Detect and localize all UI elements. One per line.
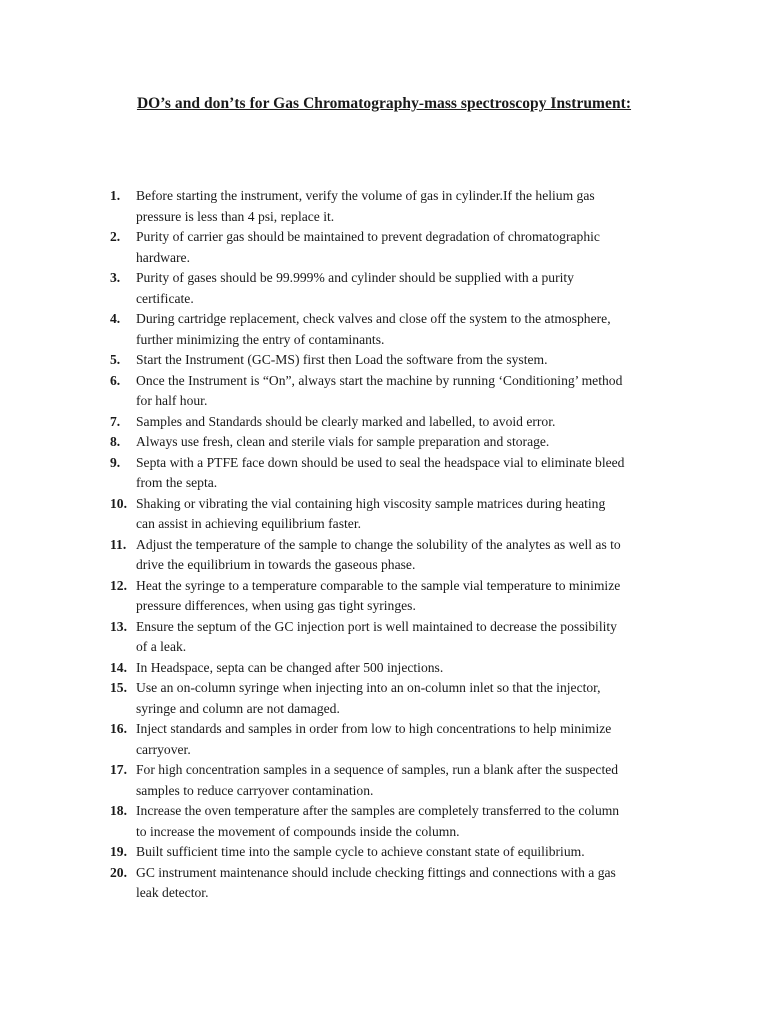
- list-item: [110, 678, 690, 719]
- list-item-text-line: Samples and Standards should be clearly marked and labelled, to avoid error.: [136, 413, 556, 429]
- instruction-list: [110, 186, 690, 904]
- list-item: [110, 309, 690, 350]
- list-item-text-line: of a leak.: [136, 639, 187, 654]
- list-item: [110, 842, 690, 863]
- list-item-text-line: Heat the syringe to a temperature comparable to the sample vial temperature to minimize: [136, 577, 621, 593]
- list-item-number: 13.: [110, 618, 127, 634]
- list-item: [110, 494, 690, 535]
- list-item: [110, 617, 690, 658]
- list-item-text-line: During cartridge replacement, check valves and close off the system to the atmosphere,: [136, 311, 611, 326]
- list-item-text-line: Built sufficient time into the sample cycle to achieve constant state of equilibrium.: [136, 844, 585, 859]
- list-item-text-line: Inject standards and samples in order from low to high concentrations to help minimize: [136, 721, 612, 736]
- list-item-number: 12.: [110, 577, 127, 593]
- list-item-text-line: syringe and column are not damaged.: [136, 700, 340, 716]
- list-item-text-line: Use an on-column syringe when injecting into an on-column inlet so that the injector,: [136, 680, 601, 695]
- list-item-text-line: Once the Instrument is “On”, always start the machine by running ‘Conditioning’ method: [136, 372, 623, 388]
- list-item-text-line: Increase the oven temperature after the samples are completely transferred to the column: [136, 803, 620, 818]
- list-item-text-line: Ensure the septum of the GC injection port is well maintained to decrease the possibility: [136, 618, 617, 634]
- list-item-text-line: from the septa.: [136, 475, 218, 490]
- list-item: [110, 863, 690, 904]
- list-item: [110, 227, 690, 268]
- list-item-number: 20.: [110, 864, 127, 880]
- list-item-number: 3.: [110, 270, 121, 285]
- list-item-text-line: to increase the movement of compounds inside the column.: [136, 823, 460, 839]
- list-item: [110, 412, 690, 433]
- list-item-number: 18.: [110, 803, 127, 818]
- list-item: [110, 186, 690, 227]
- list-item-text-line: Shaking or vibrating the vial containing high viscosity sample matrices during heating: [136, 495, 606, 511]
- list-item-number: 8.: [110, 434, 121, 449]
- list-item-text-line: Always use fresh, clean and sterile vials for sample preparation and storage.: [136, 434, 550, 449]
- list-item: [110, 801, 690, 842]
- list-item-text-line: Purity of gases should be 99.999% and cylinder should be supplied with a purity: [136, 270, 574, 285]
- list-item: [110, 371, 690, 412]
- list-item-number: 19.: [110, 844, 127, 859]
- list-item-number: 2.: [110, 229, 121, 244]
- document-title: DO’s and don’ts for Gas Chromatography-mass spectroscopy Instrument:: [136, 95, 632, 112]
- list-item-number: 17.: [110, 762, 127, 777]
- list-item-text-line: carryover.: [136, 741, 191, 757]
- list-item-text-line: samples to reduce carryover contamination.: [136, 782, 374, 798]
- list-item-number: 6.: [110, 372, 121, 388]
- list-item: [110, 535, 690, 576]
- list-item-number: 11.: [110, 536, 127, 552]
- list-item-text-line: drive the equilibrium in towards the gaseous phase.: [136, 557, 416, 572]
- list-item-number: 14.: [110, 659, 127, 675]
- list-item-text-line: further minimizing the entry of contaminants.: [136, 331, 385, 347]
- list-item-text-line: GC instrument maintenance should include checking fittings and connections with a gas: [136, 864, 616, 880]
- list-item: [110, 350, 690, 371]
- list-item-text-line: leak detector.: [136, 885, 209, 900]
- list-item-text-line: Before starting the instrument, verify the volume of gas in cylinder.If the helium gas: [136, 188, 595, 203]
- list-item-text-line: hardware.: [136, 249, 190, 265]
- list-item: [110, 658, 690, 679]
- list-item-number: 10.: [110, 495, 127, 511]
- list-item: [110, 760, 690, 801]
- list-item-text-line: Adjust the temperature of the sample to change the solubility of the analytes as well as to: [136, 536, 621, 552]
- list-item-text-line: certificate.: [136, 290, 194, 306]
- list-item-number: 7.: [110, 413, 121, 429]
- list-item: [110, 453, 690, 494]
- list-item-text-line: pressure differences, when using gas tight syringes.: [136, 598, 416, 613]
- list-item-number: 15.: [110, 680, 127, 695]
- list-item-number: 16.: [110, 721, 127, 736]
- list-item-text-line: for half hour.: [136, 393, 208, 408]
- list-item: [110, 719, 690, 760]
- list-item: [110, 432, 690, 453]
- list-item-number: 5.: [110, 352, 121, 367]
- list-item-number: 1.: [110, 188, 121, 203]
- list-item-text-line: Start the Instrument (GC-MS) first then Load the software from the system.: [136, 352, 548, 367]
- list-item: [110, 576, 690, 617]
- list-item-text-line: For high concentration samples in a sequence of samples, run a blank after the suspected: [136, 762, 619, 777]
- list-item-text-line: Purity of carrier gas should be maintained to prevent degradation of chromatographic: [136, 229, 600, 244]
- list-item-number: 9.: [110, 454, 121, 470]
- list-item-text-line: Septa with a PTFE face down should be used to seal the headspace vial to eliminate bleed: [136, 454, 625, 470]
- list-item-number: 4.: [110, 311, 121, 326]
- list-item: [110, 268, 690, 309]
- list-item-text-line: can assist in achieving equilibrium faster.: [136, 516, 361, 531]
- list-item-text-line: In Headspace, septa can be changed after 500 injections.: [136, 659, 444, 675]
- list-item-text-line: pressure is less than 4 psi, replace it.: [136, 208, 335, 224]
